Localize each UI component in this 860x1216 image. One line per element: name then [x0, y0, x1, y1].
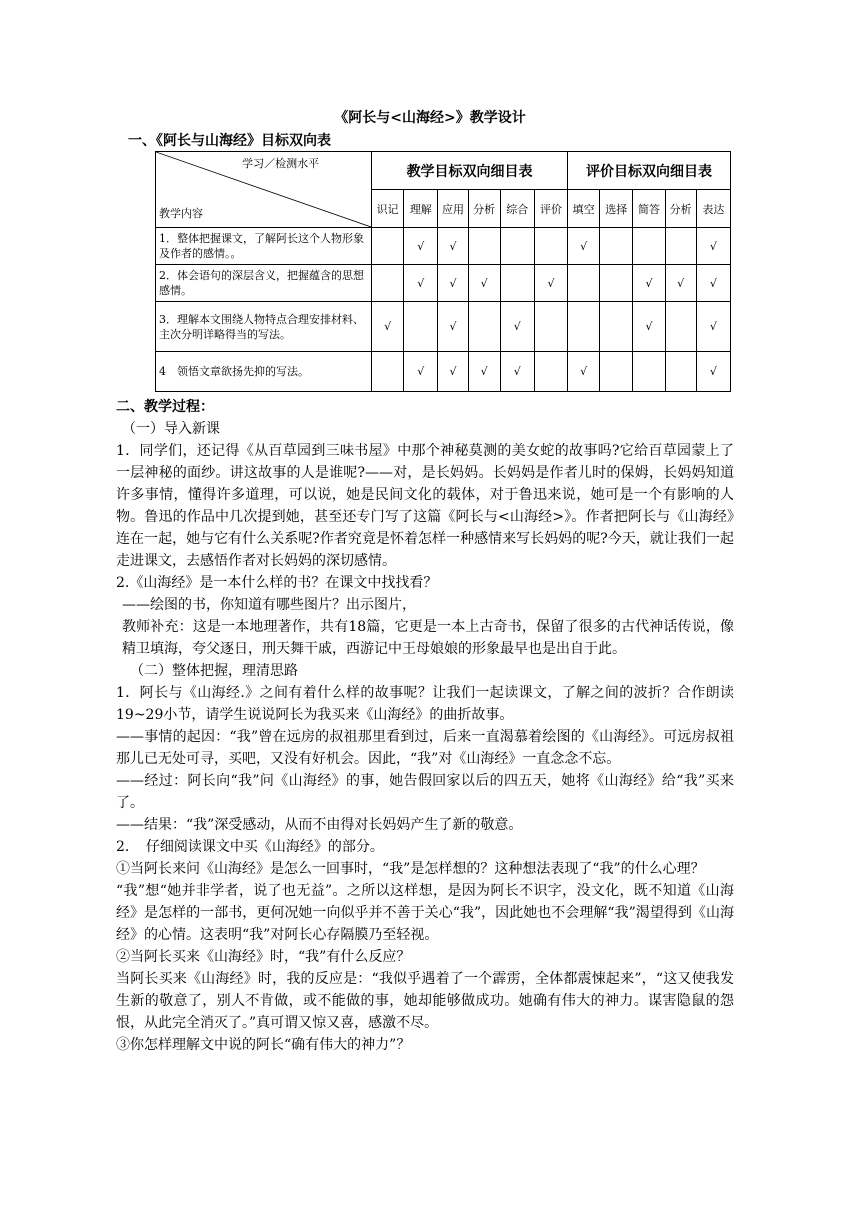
- check-mark-cell: [600, 265, 633, 302]
- body-paragraph: 2． 仔细阅读课文中买《山海经》的部分。: [116, 839, 384, 855]
- check-mark-cell: [600, 352, 633, 392]
- check-mark-cell: √: [568, 228, 600, 265]
- teaching-content-cell: 2．体会语句的深层含义，把握蕴含的思想感情。: [156, 265, 372, 302]
- check-mark-cell: √: [665, 265, 696, 302]
- body-paragraph: （一）导入新课: [122, 421, 220, 437]
- column-header: 综合: [500, 190, 534, 228]
- check-mark-cell: √: [696, 228, 730, 265]
- check-mark-cell: √: [438, 265, 468, 302]
- check-mark-cell: [468, 302, 500, 352]
- body-paragraph: ①当阿长来问《山海经》是怎么一回事时，“我”是怎样想的？这种想法表现了“我”的什么心理？: [116, 861, 705, 877]
- table-row: [156, 302, 731, 352]
- check-mark-cell: [665, 302, 696, 352]
- column-header: 应用: [438, 190, 468, 228]
- check-mark-cell: [500, 265, 534, 302]
- body-paragraph: 教师补充：这是一本地理著作，共有18篇，它更是一本上古奇书，保留了很多的古代神话传说，像精卫填海，夸父逐日，刑天舞干戚，西游记中王母娘娘的形象最早也是出自于此。: [122, 619, 734, 657]
- body-paragraph: 2.《山海经》是一本什么样的书？在课文中找找看？: [116, 575, 438, 591]
- check-mark-cell: √: [372, 302, 404, 352]
- check-mark-cell: √: [633, 265, 665, 302]
- teaching-content-cell: 3．理解本文围绕人物特点合理安排材料、主次分明详略得当的写法。: [156, 302, 372, 352]
- corner-bottom-label: 教学内容: [159, 207, 203, 220]
- check-mark-cell: √: [404, 265, 438, 302]
- check-mark-cell: [633, 228, 665, 265]
- check-mark-cell: [404, 302, 438, 352]
- teaching-process: [116, 396, 734, 1056]
- column-header: 选择: [600, 190, 633, 228]
- check-mark-cell: [600, 228, 633, 265]
- table-row: [156, 265, 731, 302]
- check-mark-cell: √: [500, 352, 534, 392]
- check-mark-cell: √: [468, 265, 500, 302]
- check-mark-cell: √: [438, 228, 468, 265]
- check-mark-cell: √: [568, 352, 600, 392]
- check-mark-cell: [633, 352, 665, 392]
- column-header: 评价: [534, 190, 567, 228]
- check-mark-cell: √: [696, 265, 730, 302]
- document-title: 《阿长与<山海经>》教学设计: [334, 110, 526, 126]
- body-paragraph: ——事情的起因：“我”曾在远房的叔祖那里看到过，后来一直渴慕着绘图的《山海经》。可远房叔祖那儿已无处可寻，买吧，又没有好机会。因此，“我”对《山海经》一直念念不忘。: [116, 729, 734, 767]
- check-mark-cell: [665, 228, 696, 265]
- teaching-content-cell: 4 领悟文章欲扬先抑的写法。: [156, 352, 372, 392]
- group-header-teaching: 教学目标双向细目表: [372, 152, 568, 190]
- section1-heading: 一、《阿长与山海经》目标双向表: [128, 133, 331, 149]
- body-paragraph: ——结果：“我”深受感动，从而不由得对长妈妈产生了新的敬意。: [116, 817, 523, 833]
- check-mark-cell: √: [404, 228, 438, 265]
- check-mark-cell: [568, 265, 600, 302]
- body-paragraph: ——绘图的书，你知道有哪些图片？出示图片，: [122, 597, 416, 613]
- check-mark-cell: √: [534, 265, 567, 302]
- paragraph-list: [116, 418, 734, 1056]
- column-header: 分析: [665, 190, 696, 228]
- body-paragraph: ②当阿长买来《山海经》时，“我”有什么反应？: [116, 949, 411, 965]
- check-mark-cell: [372, 265, 404, 302]
- column-header: 填空: [568, 190, 600, 228]
- check-mark-cell: [600, 302, 633, 352]
- check-mark-cell: [665, 352, 696, 392]
- group-header-evaluation: 评价目标双向细目表: [568, 152, 731, 190]
- teaching-content-cell: 1．整体把握课文，了解阿长这个人物形象及作者的感情。。: [156, 228, 372, 265]
- check-mark-cell: √: [633, 302, 665, 352]
- check-mark-cell: [468, 228, 500, 265]
- body-paragraph: “我”想“她并非学者，说了也无益”。之所以这样想，是因为阿长不识字，没文化，既不知道《山海经》是怎样的一部书，更何况她一向似乎并不善于关心“我”，因此她也不会理解“我”渴望得到《山海经》的心情。这表明“我”对阿长心存隔膜乃至轻视。: [116, 883, 734, 943]
- table-row: [156, 352, 731, 392]
- column-header: 识记: [372, 190, 404, 228]
- section2-heading: 二、教学过程：: [116, 399, 214, 415]
- body-paragraph: 1．同学们，还记得《从百草园到三味书屋》中那个神秘莫测的美女蛇的故事吗?它给百草园蒙上了一层神秘的面纱。讲这故事的人是谁呢?——对，是长妈妈。长妈妈是作者儿时的保姆，长妈妈知道许多事情，懂得许多道理，可以说，她是民间文化的载体，对于鲁迅来说，她可是一个有影响的人物。鲁迅的作品中几次提到她，甚至还专门写了这篇《阿长与<山海经>》。作者把阿长与《山海经》连在一起，她与它有什么关系呢?作者究竟是怀着怎样一种感情来写长妈妈的呢?今天，就让我们一起走进课文，去感悟作者对长妈妈的深切感情。: [116, 443, 734, 569]
- objectives-table: [155, 151, 731, 392]
- check-mark-cell: √: [696, 352, 730, 392]
- table-corner-cell: [156, 152, 372, 228]
- check-mark-cell: √: [500, 302, 534, 352]
- check-mark-cell: [534, 352, 567, 392]
- column-header: 表达: [696, 190, 730, 228]
- check-mark-cell: [534, 302, 567, 352]
- body-paragraph: （二）整体把握，理清思路: [130, 663, 298, 679]
- body-paragraph: ——经过：阿长向“我”问《山海经》的事，她告假回家以后的四五天，她将《山海经》给“我”买来了。: [116, 773, 734, 811]
- column-header: 简答: [633, 190, 665, 228]
- corner-top-label: 学习／检测水平: [242, 157, 320, 170]
- check-mark-cell: [568, 302, 600, 352]
- check-mark-cell: [372, 228, 404, 265]
- body-paragraph: 当阿长买来《山海经》时，我的反应是：“我似乎遇着了一个霹雳，全体都震悚起来”，“这又使我发生新的敬意了，别人不肯做，或不能做的事，她却能够做成功。她确有伟大的神力。谋害隐鼠的怨恨，从此完全消灭了。”真可谓又惊又喜，感激不尽。: [116, 971, 734, 1031]
- check-mark-cell: √: [438, 352, 468, 392]
- check-mark-cell: √: [696, 302, 730, 352]
- check-mark-cell: √: [438, 302, 468, 352]
- table-row: [156, 228, 731, 265]
- column-header: 分析: [468, 190, 500, 228]
- check-mark-cell: [372, 352, 404, 392]
- column-header: 理解: [404, 190, 438, 228]
- check-mark-cell: √: [404, 352, 438, 392]
- check-mark-cell: √: [468, 352, 500, 392]
- check-mark-cell: [500, 228, 534, 265]
- check-mark-cell: [534, 228, 567, 265]
- body-paragraph: ③你怎样理解文中说的阿长“确有伟大的神力”？: [116, 1037, 411, 1053]
- body-paragraph: 1．阿长与《山海经.》之间有着什么样的故事呢？让我们一起读课文，了解之间的波折？合作朗读19~29小节，请学生说说阿长为我买来《山海经》的曲折故事。: [116, 685, 734, 723]
